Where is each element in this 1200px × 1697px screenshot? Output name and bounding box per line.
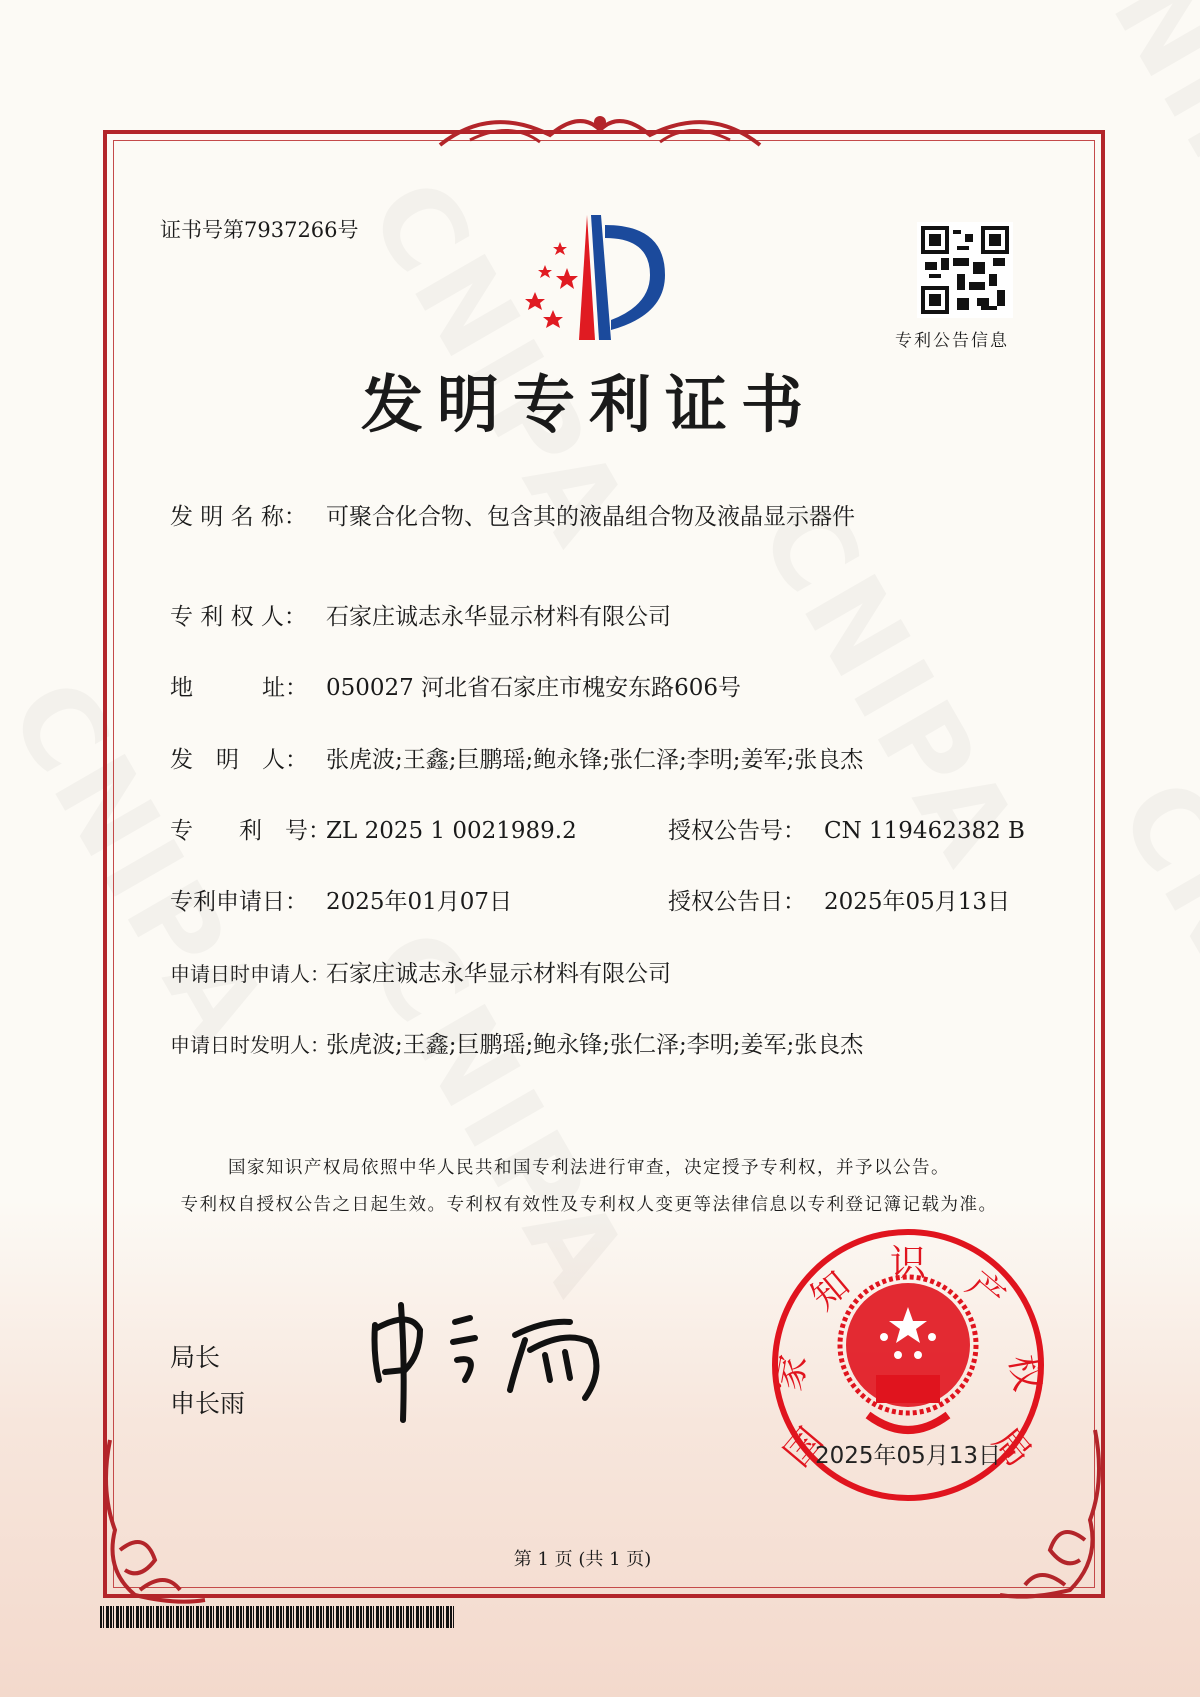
qr-code-icon: [921, 226, 1009, 314]
field-value: 050027 河北省石家庄市槐安东路606号: [326, 675, 742, 701]
field-value: 2025年01月07日: [326, 889, 513, 915]
field-publication-number: [668, 812, 1025, 845]
watermark: [1094, 759, 1200, 1169]
field-applicant-at-filing: [170, 955, 671, 988]
field-label: 专利申请日：: [170, 889, 308, 915]
field-label: 地 址：: [170, 675, 308, 701]
seal-char: 权: [1001, 1351, 1048, 1395]
field-value: CN 119462382 B: [824, 818, 1025, 844]
field-value: 石家庄诚志永华显示材料有限公司: [326, 604, 671, 630]
field-value: 石家庄诚志永华显示材料有限公司: [326, 961, 671, 987]
field-label: 专 利 号：: [170, 818, 331, 844]
director-name: 申长雨: [170, 1389, 246, 1418]
field-inventors: [170, 741, 863, 774]
corner-ornament-left-icon: [95, 1430, 215, 1610]
field-label: 授权公告日：: [668, 889, 806, 915]
cnipa-logo-icon: [515, 210, 695, 345]
seal-char: 识: [889, 1243, 927, 1284]
field-patentee: [170, 598, 671, 631]
director-title: 局长: [170, 1343, 221, 1372]
field-label: 授权公告号：: [668, 818, 806, 844]
field-value: 2025年05月13日: [824, 889, 1011, 915]
field-inventors-at-filing: [170, 1026, 863, 1059]
barcode: [100, 1606, 454, 1628]
field-grant-date: [668, 883, 1010, 916]
page-title: 发明专利证书: [360, 368, 817, 441]
field-invention-name: [170, 498, 855, 531]
seal-char: 家: [768, 1351, 815, 1395]
qr-code[interactable]: [917, 222, 1013, 318]
field-label: 专 利 权 人：: [170, 604, 307, 630]
seal-char: 产: [958, 1263, 1013, 1319]
certificate-number: 证书号第7937266号: [160, 218, 359, 242]
field-application-date: [170, 883, 512, 916]
field-value: 张虎波;王鑫;巨鹏瑶;鲍永锋;张仁泽;李明;姜军;张良杰: [326, 1032, 864, 1058]
field-value: 可聚合化合物、包含其的液晶组合物及液晶显示器件: [326, 504, 855, 530]
seal-date: 2025年05月13日: [814, 1443, 1002, 1469]
notice-line-1: 国家知识产权局依照中华人民共和国专利法进行审查，决定授予专利权，并予以公告。: [228, 1158, 950, 1178]
page-footer: 第 1 页 (共 1 页): [513, 1549, 652, 1570]
field-label: 发 明 人：: [170, 747, 308, 773]
director-signature: [365, 1300, 635, 1425]
field-label: 申请日时发明人：: [170, 1033, 330, 1057]
seal-char: 局: [984, 1420, 1040, 1475]
corner-ornament-right-icon: [990, 1420, 1110, 1610]
notice-line-2: 专利权自授权公告之日起生效。专利权有效性及专利权人变更等法律信息以专利登记簿记载为准。: [180, 1195, 998, 1215]
field-value: 张虎波;王鑫;巨鹏瑶;鲍永锋;张仁泽;李明;姜军;张良杰: [326, 747, 864, 773]
field-label: 申请日时申请人：: [170, 962, 330, 986]
qr-code-label: 专利公告信息: [895, 331, 1009, 351]
seal-char: 国: [776, 1420, 832, 1475]
seal-char: 知: [803, 1263, 858, 1319]
field-address: [170, 669, 741, 702]
top-ornament-icon: [430, 100, 770, 160]
field-patent-number: [170, 812, 577, 845]
field-value: ZL 2025 1 0021989.2: [326, 818, 577, 844]
field-label: 发 明 名 称：: [170, 504, 307, 530]
